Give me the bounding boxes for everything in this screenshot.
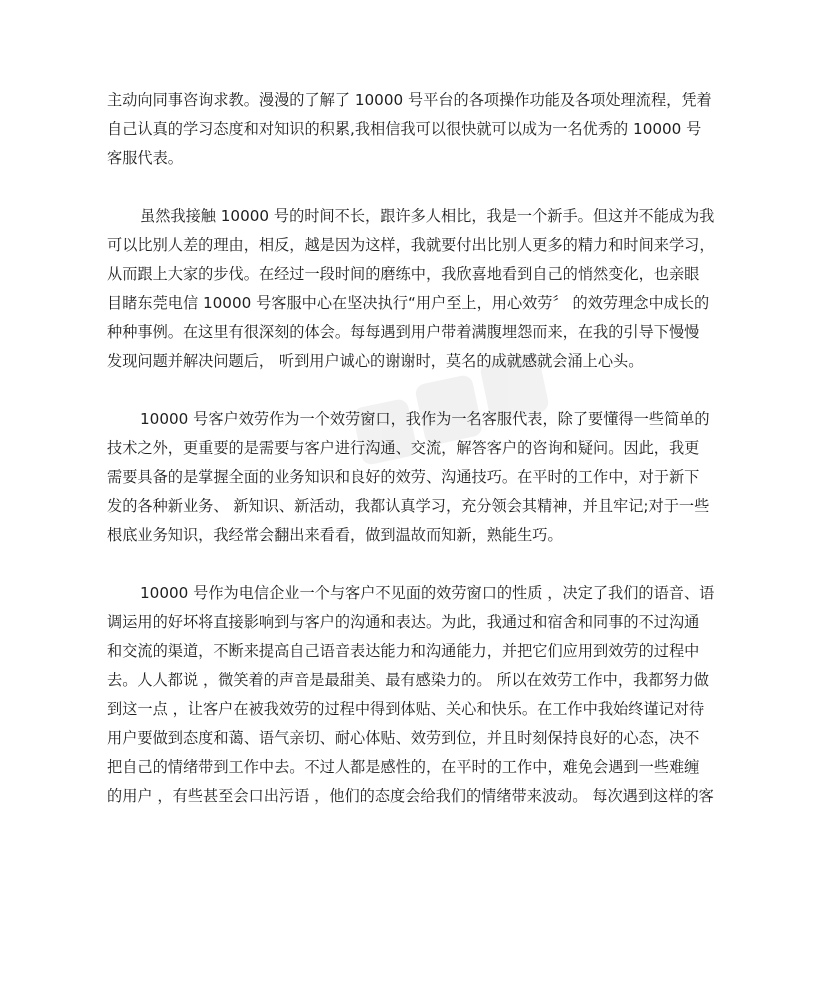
document-body <box>107 86 727 811</box>
text-line: 10000 号客户效劳作为一个效劳窗口，我作为一名客服代表，除了要懂得一些简单的 <box>140 410 710 428</box>
text-line: 发现问题并解决问题后， 听到用户诚心的谢谢时，莫名的成就感就会涌上心头。 <box>107 352 644 370</box>
text-line: 技术之外，更重要的是需要与客户进行沟通、交流，解答客户的咨询和疑问。因此，我更 <box>107 439 700 457</box>
text-line: 从而跟上大家的步伐。在经过一段时间的磨练中，我欣喜地看到自己的悄然变化，也亲眼 <box>107 265 700 283</box>
text-line: 需要具备的是掌握全面的业务知识和良好的效劳、沟通技巧。在平时的工作中，对于新下 <box>107 468 700 486</box>
text-line: 虽然我接触 10000 号的时间不长，跟许多人相比，我是一个新手。但这并不能成为我 <box>140 207 715 225</box>
text-line: 调运用的好坏将直接影响到与客户的沟通和表达。为此，我通过和宿舍和同事的不过沟通 <box>107 613 700 631</box>
paragraph-gap <box>107 173 727 202</box>
text-line: 和交流的渠道，不断来提高自己语音表达能力和沟通能力，并把它们应用到效劳的过程中 <box>107 642 700 660</box>
paragraph-gap <box>107 376 727 405</box>
paragraph <box>107 579 727 811</box>
text-line: 客服代表。 <box>107 149 183 167</box>
paragraph <box>107 202 727 376</box>
text-line: 把自己的情绪带到工作中去。不过人都是感性的，在平时的工作中，难免会遇到一些难缠 <box>107 758 700 776</box>
text-line: 用户要做到态度和蔼、语气亲切、耐心体贴、效劳到位，并且时刻保持良好的心态，决不 <box>107 729 700 747</box>
text-line: 自己认真的学习态度和对知识的积累,我相信我可以很快就可以成为一名优秀的 10000 号 <box>107 120 702 138</box>
text-line: 目睹东莞电信 10000 号客服中心在坚决执行“用户至上，用心效劳〞 的效劳理念中成长的 <box>107 294 710 312</box>
text-line: 到这一点 ，让客户在被我效劳的过程中得到体贴、关心和快乐。在工作中我始终谨记对待 <box>107 700 705 718</box>
paragraph <box>107 86 727 173</box>
text-line: 主动向同事咨询求教。漫漫的了解了 10000 号平台的各项操作功能及各项处理流程，凭着 <box>107 91 712 109</box>
text-line: 种种事例。在这里有很深刻的体会。每每遇到用户带着满腹埋怨而来，在我的引导下慢慢 <box>107 323 700 341</box>
paragraph-gap <box>107 550 727 579</box>
text-line: 根底业务知识，我经常会翻出来看看，做到温故而知新，熟能生巧。 <box>107 526 563 544</box>
text-line: 可以比别人差的理由，相反，越是因为这样，我就要付出比别人更多的精力和时间来学习， <box>107 236 715 254</box>
text-line: 的用户 ，有些甚至会口出污语 ，他们的态度会给我们的情绪带来波动。 每次遇到这样的客 <box>107 787 714 805</box>
text-line: 发的各种新业务、 新知识、新活动，我都认真学习，充分领会其精神，并且牢记;对于一些 <box>107 497 710 515</box>
paragraph <box>107 405 727 550</box>
text-line: 10000 号作为电信企业一个与客户不见面的效劳窗口的性质 ，决定了我们的语音、语 <box>140 584 715 602</box>
text-line: 去。人人都说 ，微笑着的声音是最甜美、最有感染力的。 所以在效劳工作中，我都努力做 <box>107 671 709 689</box>
